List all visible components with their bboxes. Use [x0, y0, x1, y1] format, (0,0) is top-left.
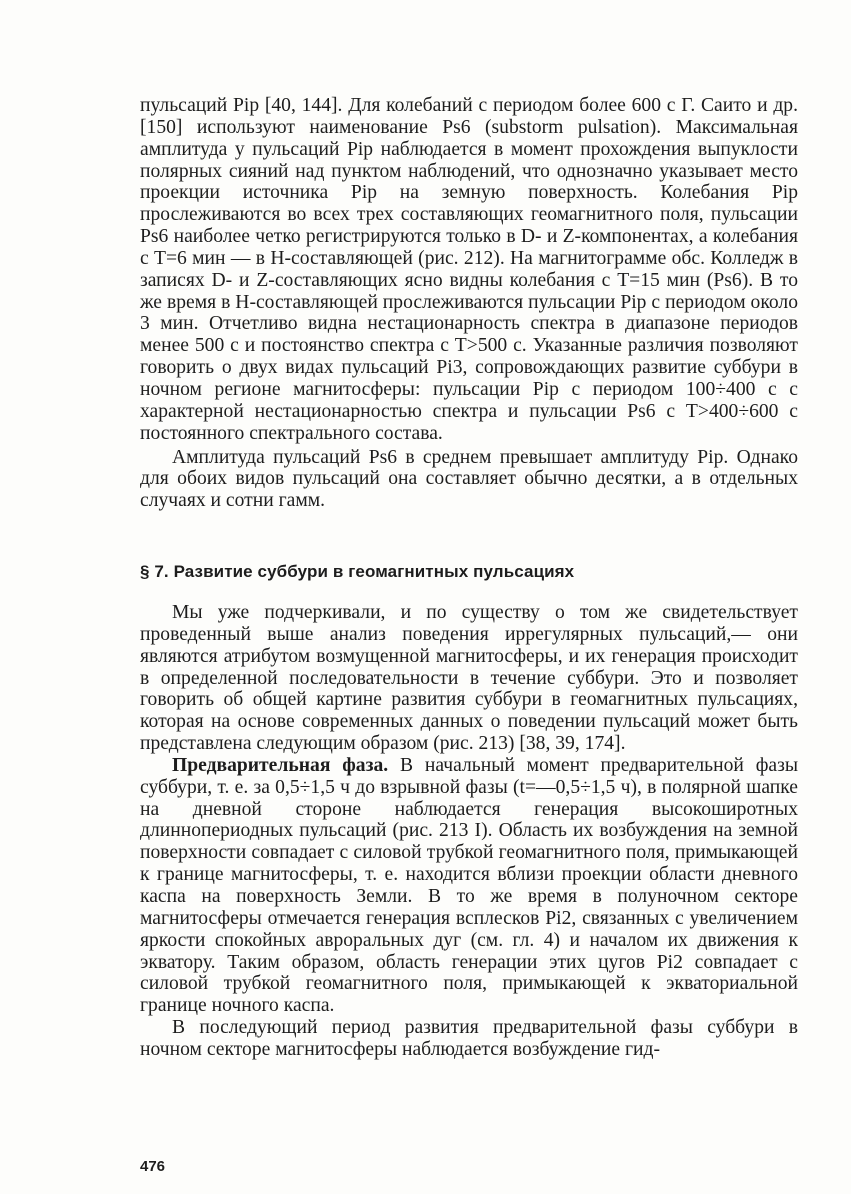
- section-title: § 7. Развитие суббури в геомагнитных пульсациях: [140, 562, 575, 582]
- paragraph-preliminary-phase: [140, 755, 798, 1017]
- preliminary-phase-heading: Предварительная фаза.: [172, 754, 389, 776]
- preliminary-phase-text: В начальный момент предварительной фазы суббури, т. е. за 0,5÷1,5 ч до взрывной фазы (t=—0,5÷1,5 ч), в полярной шапке на дневной стороне наблюдается генерация высокоширотных длиннопериодных пульсаций (рис. 213 I). Область их возбуждения на земной поверхности совпадает с силовой трубкой геомагнитного поля, примыкающей к границе магнитосферы, т. е. находится вблизи проекции области дневного каспа на поверхность Земли. В то же время в полуночном секторе магнитосферы отмечается генерация всплесков Pi2, связанных с увеличением яркости спокойных авроральных дуг (см. гл. 4) и началом их движения к экватору. Таким образом, область генерации этих цугов Pi2 совпадает с силовой трубкой геомагнитного поля, примыкающей к экваториальной границе ночного каспа.: [140, 754, 798, 1017]
- paragraph-subsequent-period: В последующий период развития предварительной фазы суббури в ночном секторе магнитосферы наблюдается возбуждение гид-: [140, 1017, 798, 1060]
- page-body: [140, 95, 798, 1061]
- page-number: 476: [140, 1158, 166, 1175]
- paragraph-amplitude: Амплитуда пульсаций Ps6 в среднем превышает амплитуду Pip. Однако для обоих видов пульсаций она составляет обычно десятки, а в отдельных случаях и сотни гамм.: [140, 446, 798, 512]
- paragraph-intro: Мы уже подчеркивали, и по существу о том же свидетельствует проведенный выше анализ поведения иррегулярных пульсаций,— они являются атрибутом возмущенной магнитосферы, и их генерация происходит в определенной последовательности в течение суббури. Это и позволяет говорить об общей картине развития суббури в геомагнитных пульсациях, которая на основе современных данных о поведении пульсаций может быть представлена следующим образом (рис. 213) [38, 39, 174].: [140, 602, 798, 755]
- paragraph-pip-ps6: пульсаций Pip [40, 144]. Для колебаний с периодом более 600 с Г. Саито и др. [150] используют наименование Ps6 (substorm pulsation). Максимальная амплитуда у пульсаций Pip наблюдается в момент прохождения выпуклости полярных сияний над пунктом наблюдений, что однозначно указывает место проекции источника Pip на земную поверхность. Колебания Pip прослеживаются во всех трех составляющих геомагнитного поля, пульсации Ps6 наиболее четко регистрируются только в D- и Z-компонентах, а колебания с T=6 мин — в H-составляющей (рис. 212). На магнитограмме обс. Колледж в записях D- и Z-составляющих ясно видны колебания с T=15 мин (Ps6). В то же время в H-составляющей прослеживаются пульсации Pip с периодом около 3 мин. Отчетливо видна нестационарность спектра в диапазоне периодов менее 500 с и постоянство спектра с T>500 с. Указанные различия позволяют говорить о двух видах пульсаций Pi3, сопровождающих развитие суббури в ночном регионе магнитосферы: пульсации Pip с периодом 100÷400 с с характерной нестационарностью спектра и пульсации Ps6 с T>400÷600 с постоянного спектрального состава.: [140, 95, 798, 444]
